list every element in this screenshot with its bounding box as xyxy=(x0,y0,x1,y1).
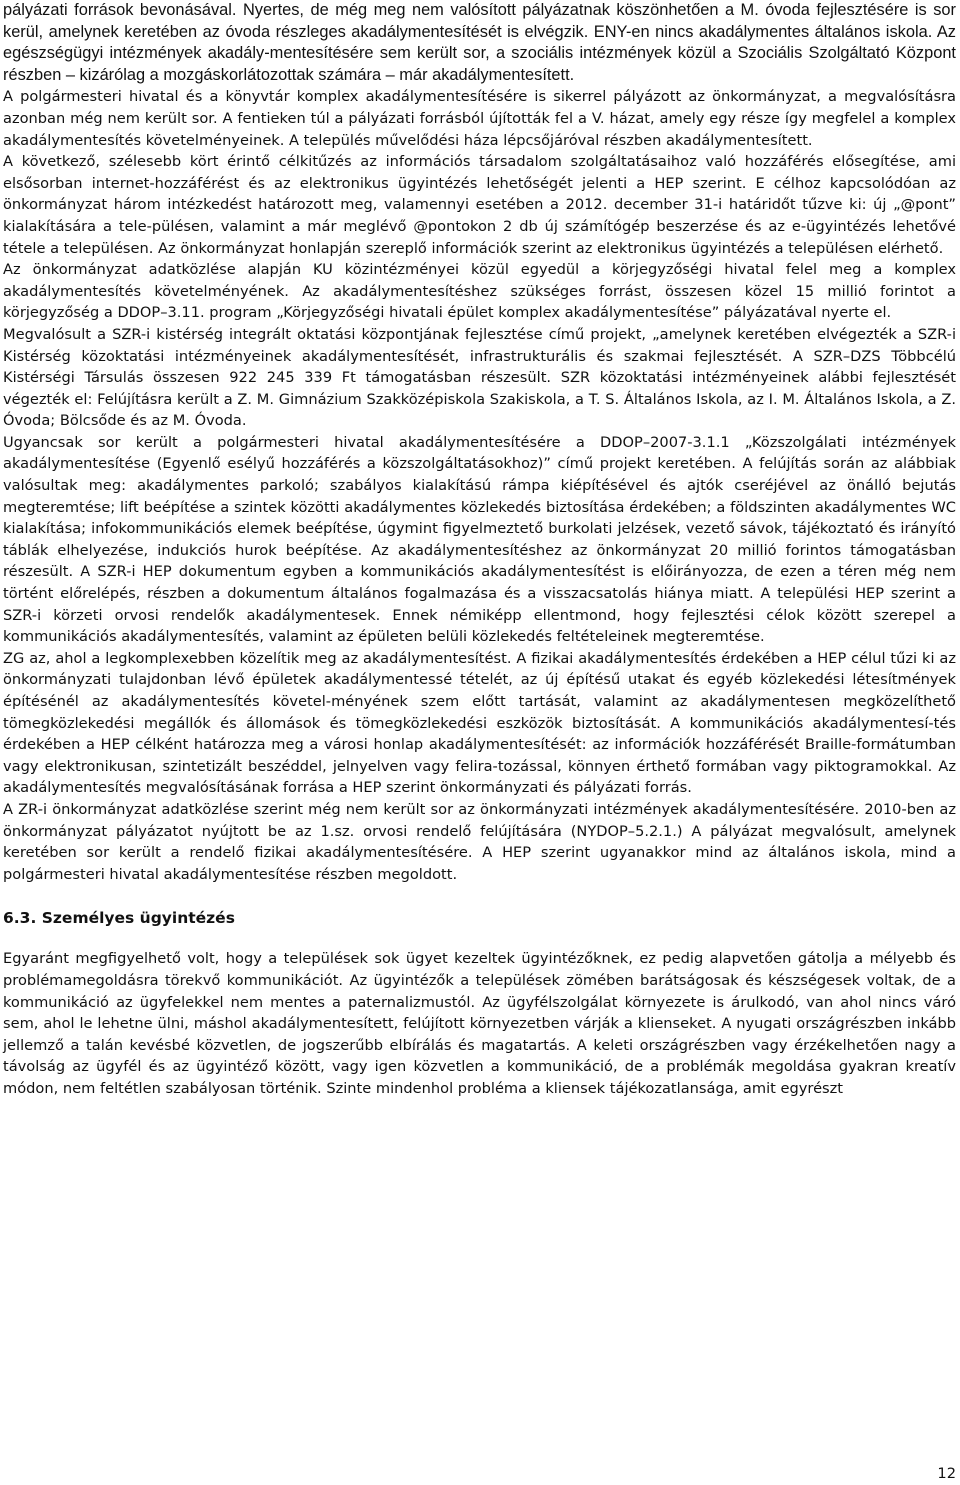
section-heading: 6.3. Személyes ügyintézés xyxy=(3,909,235,928)
section-paragraph: Egyaránt megfigyelhető volt, hogy a települések sok ügyet kezeltek ügyintézőknek, ez pedig alapvetően gátolja a mélyebb és problémamegoldásra törekvő kommunikációt. Az ügyintézők a települések zömében barátságosak és készségesek voltak, de a kommunikáció az ügyfelekkel nem mentes a paternalizmustól. Az ügyfélszolgálat környezete is árulkodó, van ahol nincs váró sem, ahol le lehetne ülni, máshol akadálymentesített, felújított környezetben várják a klienseket. A nyugati országrészben inkább jellemző a talán kevésbé közvetlen, de jogszerűbb elbírálás és magatartás. A keleti országrészben vagy érzékelhetően nagy a távolság az ügyfél és az ügyintéző között, vagy igen közvetlen a kommunikáció, de a problémák megoldása gyakran kreatív módon, nem feltétlen szabályosan történik. Szinte mindenhol probléma a kliensek tájékozatlansága, amit egyrészt xyxy=(3,950,956,1097)
paragraph-7: ZG az, ahol a legkomplexebben közelítik meg az akadálymentesítést. A fizikai akadálymentesítés érdekében a HEP célul tűzi ki az önkormányzati tulajdonban lévő épületek akadálymentessé tételét, az új építésű utakat és egyéb közlekedési létesítmények építésénél az akadálymentesítés követel-ményének szem előtt tartását, valamint az akadálymentesen megközelíthető tömegközlekedési megállók és állomások és tömegközlekedési eszközök biztosítását. A kommunikációs akadálymentesí-tés érdekében a HEP célként határozza meg a városi honlap akadálymentesítését: az információk hozzáférését Braille-formátumban vagy elektronikusan, szintetizált beszéddel, jelnyelven vagy felira-tozással, könnyen érthető formában vagy piktogramokkal. Az akadálymentesítés megvalósításának forrása a HEP szerint önkormányzati és pályázati forrás. xyxy=(3,649,956,797)
paragraph-6: Ugyancsak sor került a polgármesteri hivatal akadálymentesítésére a DDOP–2007-3.1.1 „Közszolgálati intézmények akadálymentesítése (Egyenlő esélyű hozzáférés a közszolgáltatásokhoz)” című projekt keretében. A felújítás során az alábbiak valósultak meg: akadálymentes parkoló; szabályos kialakítású rámpa kiépítésével és ajtók cseréjével az önálló bejutás megteremtése; lift beépítése a szintek közötti akadálymentes közlekedés biztosítása érdekében; a földszinten akadálymentes WC kialakítása; infokommunikációs elemek beépítése, úgymint figyelmeztető burkolati jelzések, vezető sávok, tájékoztató és irányító táblák elhelyezése, indukciós hurok beépítése. Az akadálymentesítéshez az önkormányzat 20 millió forintos támogatásban részesült. A SZR-i HEP dokumentum egyben a kommunikációs akadálymentesítést is előirányozza, de ezen a téren még nem történt előrelépés, részben a dokumentum általános fogalmazása és a visszacsatolás hiánya miatt. A települési HEP szerint a SZR-i körzeti orvosi rendelők akadálymentesek. Ennek némiképp ellentmond, hogy fejlesztési célok között szerepel a kommunikációs akadálymentesítés, valamint az épületen belüli közlekedés feltételeinek megteremtése. xyxy=(3,433,956,646)
document-page xyxy=(3,0,956,1100)
paragraph-4: Az önkormányzat adatközlése alapján KU közintézményei közül egyedül a körjegyzőségi hivatal felel meg a komplex akadálymentesítés követelményének. Az akadálymentesítéshez szükséges forrást, összesen közel 15 millió forintot a körjegyzőség a DDOP–3.11. program „Körjegyzőségi hivatali épület komplex akadálymentesítése” pályázatával nyerte el. xyxy=(3,261,956,322)
paragraph-1: pályázati források bevonásával. Nyertes, de még meg nem valósított pályázatnak köszönhetően a M. óvoda fejlesztésére is sor kerül, amelynek keretében az óvoda részleges akadálymentesítését is elvégzik. ENY-en nincs akadálymentes általános iskola. Az egészségügyi intézmények akadály-mentesítésére sem került sor, a szociális intézmények közül a Szociális Szolgáltató Központ részben – kizárólag a mozgáskorlátozottak számára – már akadálymentesített. xyxy=(3,1,956,84)
paragraph-2: A polgármesteri hivatal és a könyvtár komplex akadálymentesítésére is sikerrel pályázott az önkormányzat, a megvalósításra azonban még nem került sor. A fentieken túl a pályázati forrásból újították fel a V. házat, amely egy része így megfelel a komplex akadálymentesítés követelményeinek. A település művelődési háza lépcsőjáróval részben akadálymentesített. xyxy=(3,88,956,149)
paragraph-5: Megvalósult a SZR-i kistérség integrált oktatási központjának fejlesztése című projekt, „amelynek keretében elvégezték a SZR-i Kistérség közoktatási intézményeinek akadálymentesítését, infrastrukturális és szakmai fejlesztését. A SZR–DZS Többcélú Kistérségi Társulás összesen 922 245 339 Ft támogatásban részesült. SZR közoktatási intézményeinek alábbi fejlesztését végezték el: Felújításra került a Z. M. Gimnázium Szakközépiskola Szakiskola, a T. S. Általános Iskola, az I. M. Általános Iskola, a Z. Óvoda; Bölcsőde és az M. Óvoda. xyxy=(3,325,956,430)
paragraph-3: A következő, szélesebb kört érintő célkitűzés az információs társadalom szolgáltatásaihoz való hozzáférés elősegítése, ami elsősorban internet-hozzáférést és az elektronikus ügyintézés lehetőségét jelenti a HEP szerint. E célhoz kapcsolódóan az önkormányzat három intézkedést határozott meg, valamennyi esetében a 2012. december 31-i határidőt tűzve ki: új „@pont” kialakítására a tele-pülésen, valamint a már meglévő @pontokon 2 db új számítógép beszerzése és az e-ügyintézés lehetővé tétele a településen. Az önkormányzat honlapján szereplő információk szerint az elektronikus ügyintézés a településen elérhető. xyxy=(3,153,956,257)
paragraph-8: A ZR-i önkormányzat adatközlése szerint még nem került sor az önkormányzati intézmények akadálymentesítésére. 2010-ben az önkormányzat pályázatot nyújtott be az 1.sz. orvosi rendelő felújítására (NYDOP–5.2.1.) A pályázat megvalósult, amelynek keretében sor került a rendelő fizikai akadálymentesítésére. A HEP szerint ugyanakkor mind az általános iskola, mind a polgármesteri hivatal akadálymentesítése részben megoldott. xyxy=(3,800,956,883)
page-number: 12 xyxy=(937,1465,956,1482)
